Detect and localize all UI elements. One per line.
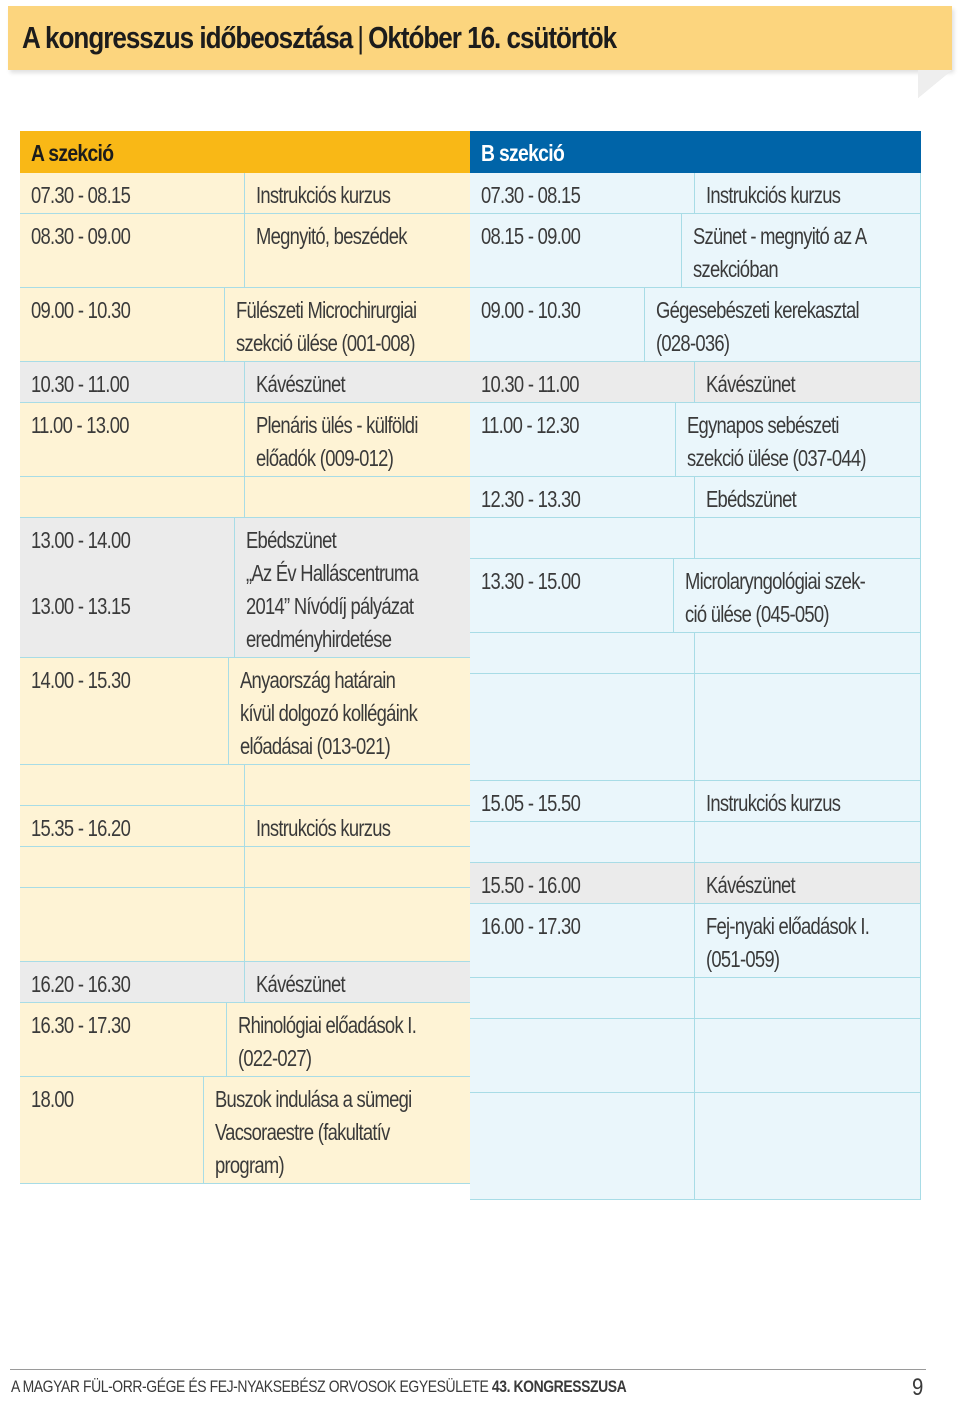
section-b-label-cell [695,781,920,821]
section-a-time: 07.30 - 08.15 [31,182,131,208]
section-b-row [470,978,921,1019]
section-b-label-cell [695,822,920,862]
section-b-time-cell [470,822,695,862]
section-b-row [470,362,921,403]
section-b-time-cell [470,904,695,977]
section-b-label: Gégesebészeti kerekasztal (028-036) [656,297,860,356]
footer-organization: A MAGYAR FÜL-ORR-GÉGE ÉS FEJ-NYAKSEBÉSZ ORVOSOK EGYESÜLETE [11,1377,489,1396]
section-a-time-cell [20,518,235,657]
section-b-label-cell [695,904,920,977]
section-a-label-cell [245,888,471,961]
section-a-label: Kávészünet [256,371,345,397]
section-a-label-cell [245,214,471,287]
section-b-label-cell [695,1093,920,1199]
section-b-label-cell [695,173,920,213]
section-a-time: 15.35 - 16.20 [31,815,131,841]
section-b-time: 11.00 - 12.30 [481,412,579,438]
section-a-label: Plenáris ülés - külföldi előadók (009-012) [256,412,418,471]
title-separator: | [357,20,364,55]
section-b-label-cell [695,1019,920,1092]
footer-congress: 43. KONGRESSZUSA [491,1377,627,1396]
section-b-row [470,781,921,822]
section-b-time: 13.30 - 15.00 [481,568,581,594]
footer-text [11,1377,626,1397]
section-a-schedule [20,131,471,1184]
section-b-time: 12.30 - 13.30 [481,486,581,512]
section-a-time: 16.20 - 16.30 [31,971,131,997]
section-b-row [470,173,921,214]
section-b-row [470,214,921,288]
section-a-time: 16.30 - 17.30 [31,1012,131,1038]
section-a-time-cell [20,362,245,402]
section-b-label: Instrukciós kurzus [706,790,841,816]
section-a-time-cell [20,962,245,1002]
section-a-row [20,173,471,214]
section-a-row [20,1077,471,1184]
section-a-time-cell [20,1077,204,1183]
section-b-label-cell [695,863,920,903]
section-b-row [470,674,921,781]
section-b-time-cell [470,362,695,402]
section-b-label-cell [695,674,920,780]
section-b-label-cell [695,633,920,673]
section-a-time-cell [20,658,229,764]
section-b-time-cell [470,518,695,558]
section-b-time-cell [470,1093,695,1199]
section-a-label: Instrukciós kurzus [256,182,391,208]
section-b-time-cell [470,863,695,903]
section-b-time: 10.30 - 11.00 [481,371,579,397]
section-a-label-cell [245,806,471,846]
section-a-time-cell [20,1003,227,1076]
section-b-label-cell [695,477,920,517]
section-a-label: Kávészünet [256,971,345,997]
section-a-label-cell [204,1077,471,1183]
page-number: 9 [912,1374,924,1401]
section-b-row [470,1093,921,1200]
section-a-time: 10.30 - 11.00 [31,371,129,397]
section-b-label-cell [695,978,920,1018]
section-a-time-cell [20,403,245,476]
section-b-label: Ebédszünet [706,486,796,512]
section-a-time-cell [20,806,245,846]
section-a-time-cell [20,477,245,517]
section-a-label-cell [245,403,471,476]
section-a-label: Fülészeti Microchirurgiai szekció ülése (001-008) [235,297,416,356]
section-b-label: Fej-nyaki előadások I. (051-059) [706,913,870,972]
section-b-time: 09.00 - 10.30 [481,297,581,323]
section-b-header: B szekció [470,131,921,173]
section-b-time-cell [470,674,695,780]
section-a-header: A szekció [20,131,471,173]
section-a-label-cell [245,477,471,517]
section-a-label: Megnyitó, beszédek [256,223,407,249]
section-b-row [470,1019,921,1093]
section-b-label: Kávészünet [706,872,795,898]
section-b-label: Szünet - megnyitó az A szekcióban [693,223,867,282]
section-b-row [470,863,921,904]
section-b-row [470,288,921,362]
section-a-label: Anyaország határain kívül dolgozó kollégáink előadásai (013-021) [239,667,417,759]
section-a-row [20,362,471,403]
section-a-time-cell [20,847,245,887]
page-curl-highlight [918,70,952,98]
section-a-row [20,403,471,477]
section-a-row [20,288,471,362]
section-b-label-cell [676,403,920,476]
section-a-time-cell [20,288,225,361]
section-a-label: Buszok indulása a sümegi Vacsoraestre (fakultatív program) [215,1086,412,1178]
page-title-date: Október 16. csütörtök [368,20,617,55]
section-b-rows [470,173,921,1200]
section-b-row [470,633,921,674]
section-a-row [20,765,471,806]
section-a-label-cell [245,765,471,805]
section-b-label: Instrukciós kurzus [706,182,841,208]
section-b-label-cell [695,518,920,558]
section-a-time: 11.00 - 13.00 [31,412,129,438]
section-b-label: Kávészünet [706,371,795,397]
section-b-label: Egynapos sebészeti szekció ülése (037-044) [686,412,866,471]
section-a-label: Instrukciós kurzus [256,815,391,841]
page-title-main: A kongresszus időbeosztása [22,20,353,55]
section-b-label-cell [682,214,920,287]
section-a-label-cell [235,518,471,657]
section-b-label-cell [674,559,920,632]
section-b-schedule [470,131,921,1200]
section-b-time-cell [470,781,695,821]
section-a-row [20,214,471,288]
section-a-label-cell [245,362,471,402]
section-a-time-cell [20,765,245,805]
section-a-time: 08.30 - 09.00 [31,223,131,249]
footer-divider [10,1369,926,1370]
section-b-time: 15.50 - 16.00 [481,872,581,898]
section-b-row [470,822,921,863]
section-b-time-cell [470,633,695,673]
section-a-row [20,888,471,962]
section-a-label-cell [245,173,471,213]
section-a-row [20,806,471,847]
section-a-row [20,847,471,888]
section-b-time: 15.05 - 15.50 [481,790,581,816]
section-b-row [470,403,921,477]
section-a-label-cell [225,288,471,361]
section-b-label-cell [645,288,920,361]
section-b-time: 07.30 - 08.15 [481,182,581,208]
section-b-label: Microlaryngológiai szek- ció ülése (045-050) [684,568,865,627]
section-a-time: 14.00 - 15.30 [31,667,131,693]
section-a-row [20,658,471,765]
section-a-time: 09.00 - 10.30 [31,297,131,323]
section-a-row [20,1003,471,1077]
section-b-row [470,904,921,978]
section-a-rows [20,173,471,1184]
section-b-time-cell [470,1019,695,1092]
section-a-label: Ebédszünet „Az Év Halláscentruma 2014” Nívódíj pályázat eredményhirdetése [245,527,418,652]
section-b-label-cell [695,362,920,402]
page-title [22,6,616,70]
section-a-time: 13.00 - 14.00 13.00 - 13.15 [31,527,131,619]
section-a-row [20,518,471,658]
section-a-row [20,477,471,518]
section-b-time-cell [470,214,682,287]
section-b-time-cell [470,173,695,213]
section-a-time-cell [20,214,245,287]
section-b-time-cell [470,477,695,517]
section-b-time-cell [470,403,676,476]
section-b-time: 16.00 - 17.30 [481,913,581,939]
section-a-label: Rhinológiai előadások I. (022-027) [238,1012,417,1071]
section-b-row [470,518,921,559]
section-b-row [470,477,921,518]
section-b-time: 08.15 - 09.00 [481,223,581,249]
section-a-time-cell [20,888,245,961]
section-b-time-cell [470,559,674,632]
section-b-time-cell [470,978,695,1018]
title-banner [8,6,952,70]
section-a-label-cell [227,1003,471,1076]
section-b-row [470,559,921,633]
section-a-label-cell [229,658,471,764]
section-a-time-cell [20,173,245,213]
section-a-label-cell [245,962,471,1002]
section-a-label-cell [245,847,471,887]
section-b-time-cell [470,288,645,361]
section-a-row [20,962,471,1003]
section-a-time: 18.00 [31,1086,74,1112]
